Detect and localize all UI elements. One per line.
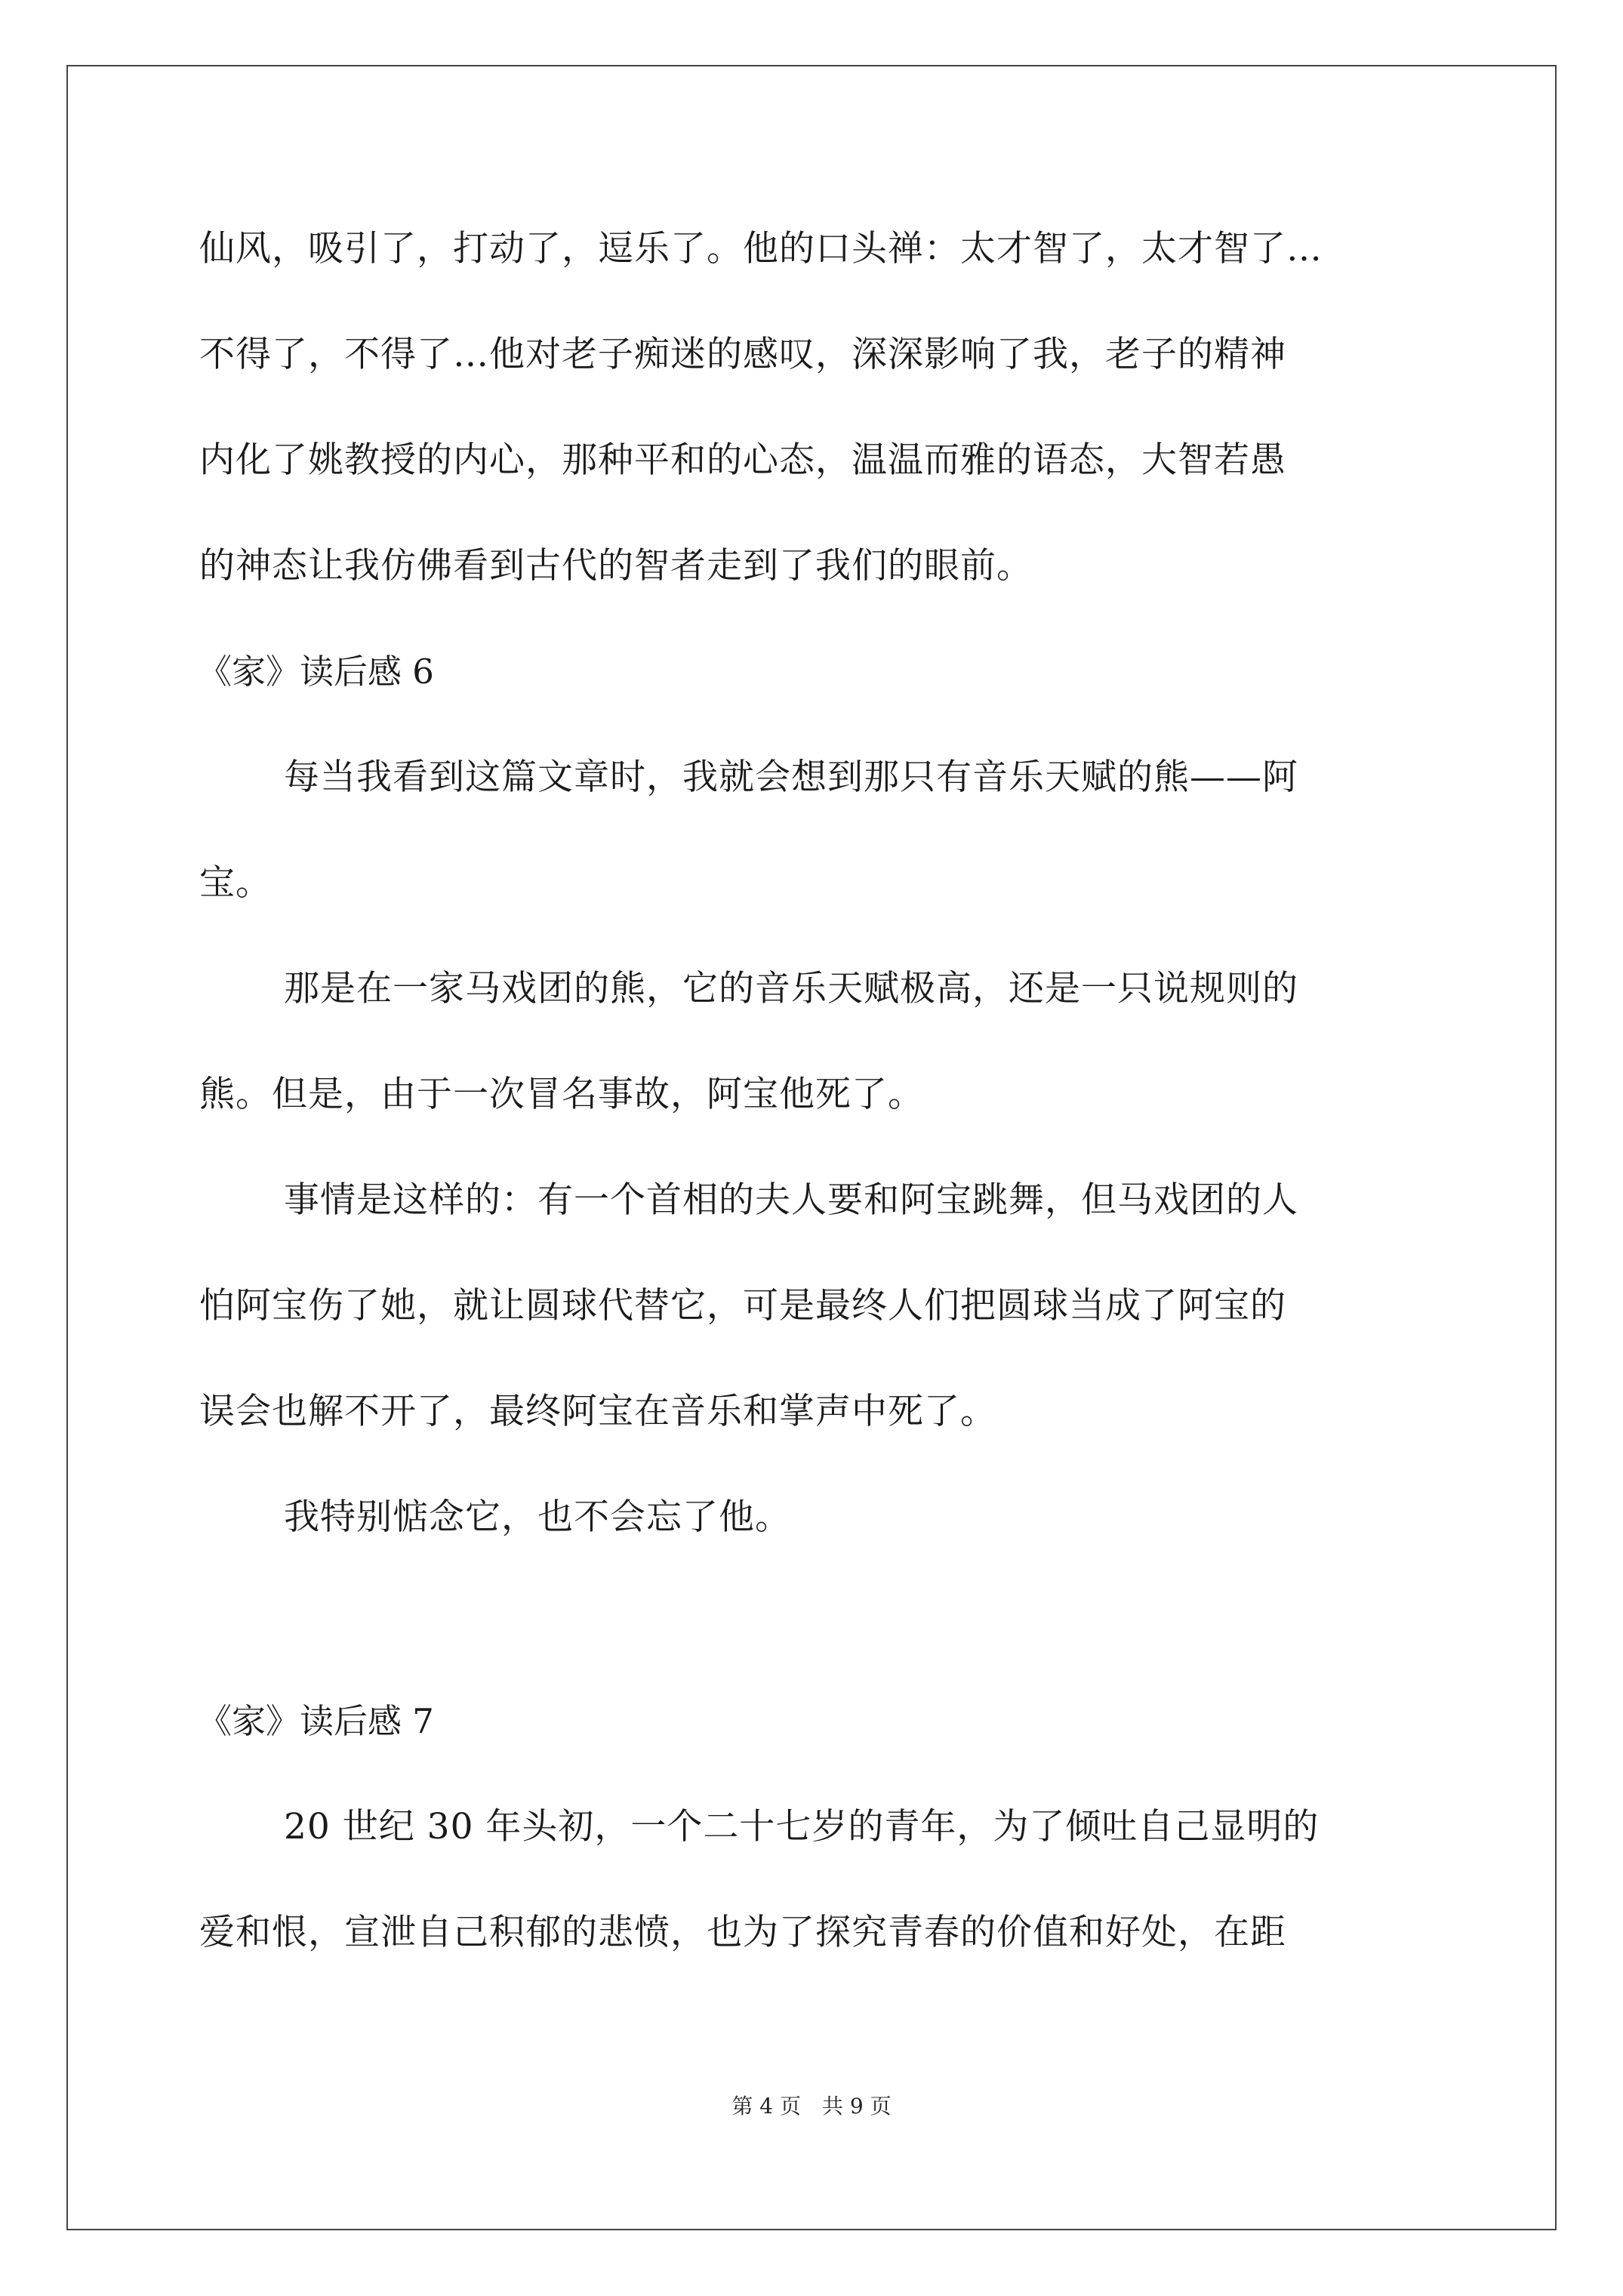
section-heading: 《家》读后感 6: [198, 652, 434, 692]
body-line: 内化了姚教授的内心，那种平和的心态，温温而雅的语态，大智若愚: [199, 439, 1286, 481]
body-line: 爱和恨，宣泄自己积郁的悲愤，也为了探究青春的价值和好处，在距: [199, 1912, 1286, 1953]
page-border: [66, 65, 1557, 2230]
body-line: 每当我看到这篇文章时，我就会想到那只有音乐天赋的熊——阿: [284, 757, 1298, 798]
body-line: 那是在一家马戏团的熊，它的音乐天赋极高，还是一只说规则的: [284, 968, 1298, 1009]
body-line: 仙风，吸引了，打动了，逗乐了。他的口头禅：太才智了，太才智了…: [199, 228, 1323, 270]
body-line: 宝。: [199, 862, 272, 904]
body-line: 熊。但是，由于一次冒名事故，阿宝他死了。: [199, 1074, 924, 1115]
body-line: 20 世纪 30 年头初，一个二十七岁的青年，为了倾吐自己显明的: [284, 1806, 1320, 1848]
body-line: 事情是这样的：有一个首相的夫人要和阿宝跳舞，但马戏团的人: [284, 1179, 1298, 1221]
body-line: 我特别惦念它，也不会忘了他。: [284, 1496, 791, 1538]
body-line: 不得了，不得了…他对老子痴迷的感叹，深深影响了我，老子的精神: [199, 334, 1286, 375]
page-footer: 第 4 页 共 9 页: [731, 2094, 892, 2119]
body-line: 误会也解不开了，最终阿宝在音乐和掌声中死了。: [199, 1391, 996, 1432]
section-heading: 《家》读后感 7: [198, 1701, 434, 1741]
body-line: 的神态让我仿佛看到古代的智者走到了我们的眼前。: [199, 545, 1033, 587]
body-line: 怕阿宝伤了她，就让圆球代替它，可是最终人们把圆球当成了阿宝的: [199, 1285, 1286, 1327]
